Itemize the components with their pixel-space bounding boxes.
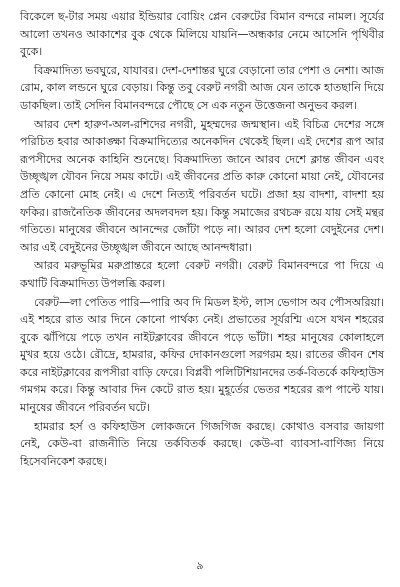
page-number: ৯	[196, 559, 204, 572]
paragraph-4: আরব মরুভূমির মরুপ্রান্তরে হলো বেরুট নগরী। বেরুট বিমানবন্দরে পা দিয়ে এ কথাটি বিক্রমাদিত্য উপলব্ধি করল।	[20, 259, 384, 290]
paragraph-3: আরব দেশ হারুণ-অল-রশিদের নগরী, মুহম্মদের জন্মস্থান। এই বিচিত্র দেশের সঙ্গে পরিচিত হবার আকাঙ্ক্ষা বিক্রমাদিত্যের অনেকদিন থেকেই ছিল। এই দেশের রূপ আর রূপসীদের অনেক কাহিনি শুনেছে। বিক্রমাদিত্য জানে আরব দেশে ক্লান্ত জীবন এবং উচ্ছৃঙ্খল যৌবন নিয়ে সময় কাটে। এই জীবনের প্রতি কারু কোনো মায়া নেই, যৌবনের প্রতি কোনো মোহ নেই। এ দেশে নিত্যই পরিবর্তন ঘটে। প্রজা হয় বাদশা, বাদশা হয় ফকির। রাজনৈতিক জীবনের অদলবদল হয়। কিন্তু সমাজের রথচক্র রয়ে যায় সেই মন্থর গতিতে। মানুষের জীবনে আনন্দের জোঁটা পড়ে না। আরব দেশ হলো বেদুইনের দেশ। আর এই বেদুইনের উচ্ছৃঙ্খল জীবনে আছে আনন্দধারা।	[20, 117, 384, 254]
paragraph-5: বেরুট—লা পেতিত পারি—পারি অব দি মিডল ইস্ট, লাস ভেগাস অব পৌসঅরিয়া। এই শহরে রাত আর দিনে কোনো পার্থক্য নেই। প্রভাতের সূর্যরশ্মি এসে যখন শহরের বুকে ঝাঁপিয়ে পড়ে তখন নাইটক্লাবের জীবনে পড়ে ভাঁটা। শহর মানুষের কোলাহলে মুখর হয়ে ওঠে। রৌদ্রে, হামরার, কফির দোকানগুলো সরগরম হয়। রাতের জীবন শেষ করে নাইটক্লাবের রূপসীরা বাড়ি ফেরে। বিপ্লবী পলিটিশিয়ানদের তর্ক-বিতর্কে কফিহাউস গমগম করে। কিন্তু আবার দিন কেটে রাত হয়। মুহূর্তের ভেতর শহরের রূপ পাল্টে যায়। মানুষের জীবনে পরিবর্তন ঘটে।	[20, 295, 384, 415]
paragraph-1: বিকেলে ছ-টার সময় এয়ার ইন্ডিয়ার বোয়িং প্লেন বেরুটের বিমান বন্দরে নামল। সূর্যের আলো তখনও আকাশের বুক থেকে মিলিয়ে যায়নি—অন্ধকার নেমে আসেনি পৃথিবীর বুকে।	[20, 10, 384, 59]
paragraph-2: বিক্রমাদিত্য ভবঘুরে, যাযাবর। দেশ-দেশান্তর ঘুরে বেড়ানো তার পেশা ও নেশা। আজ রোম, কাল লন্ডনে ঘুরে বেড়ায়। কিন্তু তবু বেরুট নগরী আজ যেন তাকে হাতছানি দিয়ে ডাকছিল। তাই সেদিন বিমানবন্দরে পৌছে সে এক নতুন উত্তেজনা অনুভব করল।	[20, 63, 384, 112]
paragraph-6: হামরার হর্স ও কফিহাউস লোকজনে গিজগিজ করছে। কোথাও বসবার জায়গা নেই, কেউ-বা রাজনীতি নিয়ে তর্কবিতর্ক করছে। কেউ-বা ব্যাবসা-বাণিজ্য নিয়ে হিসেবনিকেশ করছে।	[20, 419, 384, 468]
